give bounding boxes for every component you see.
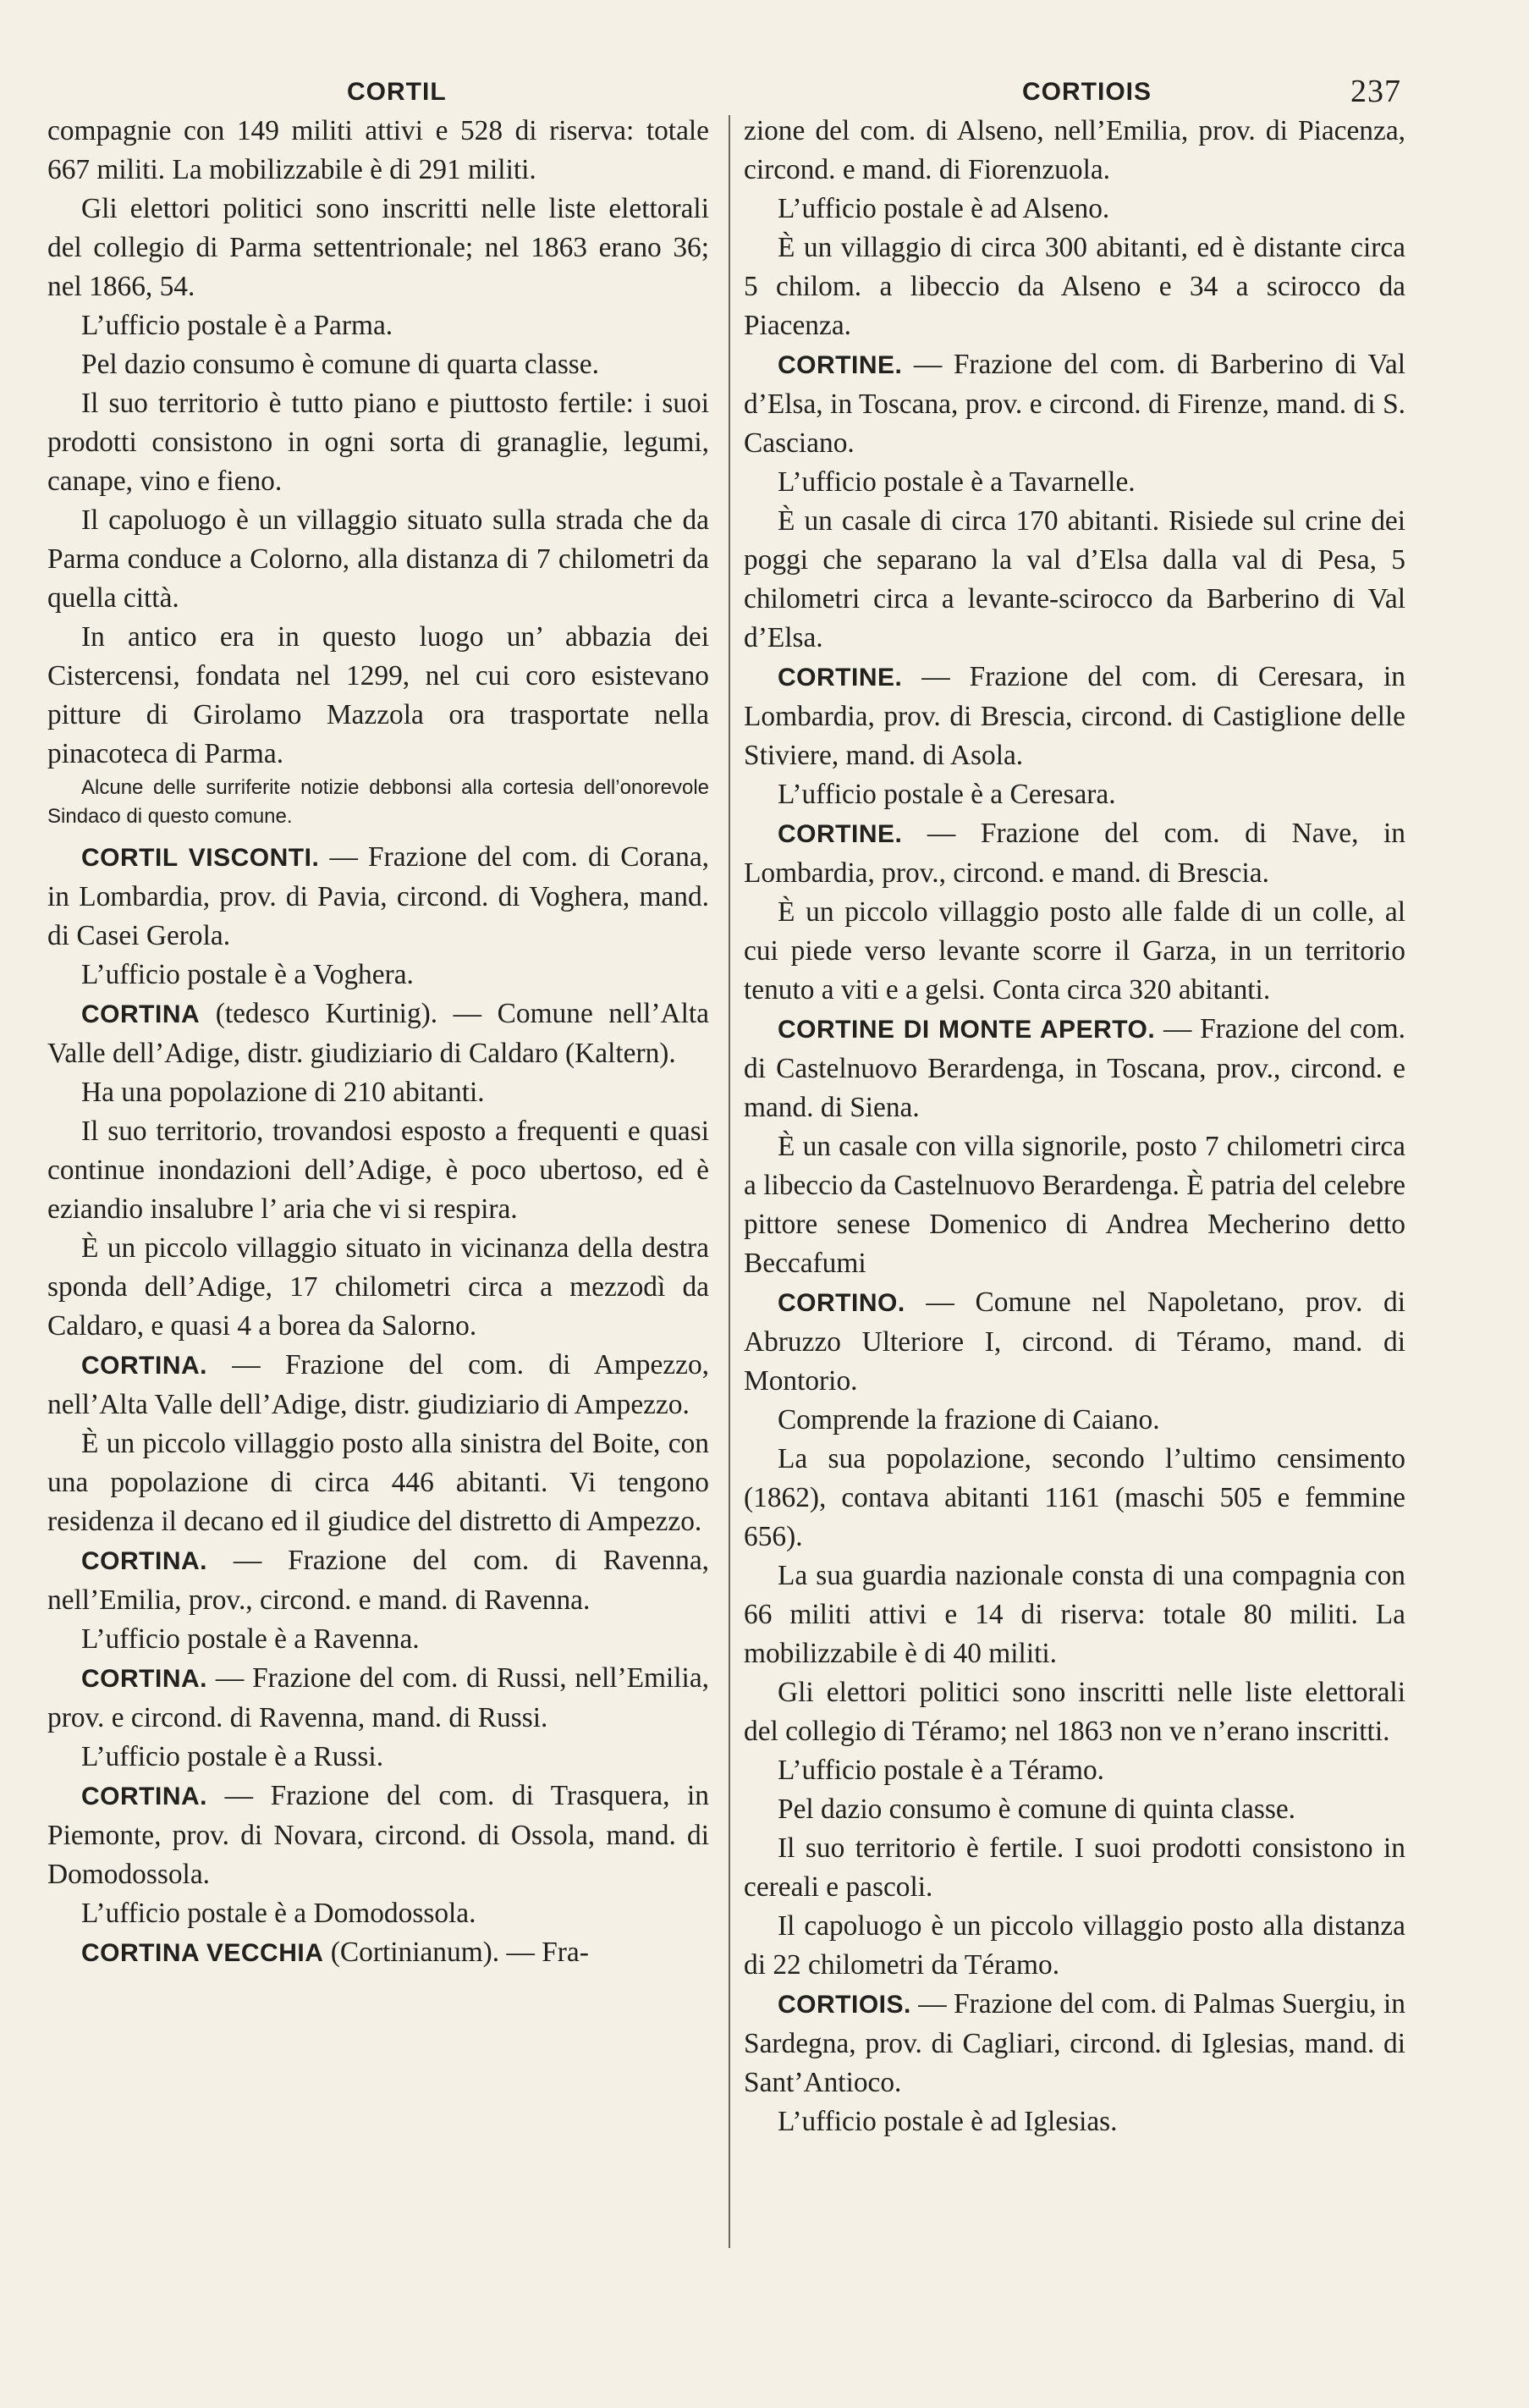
footnote-paragraph: [47, 774, 709, 831]
left-running-head: CORTIL: [347, 78, 447, 106]
entry-text: Il suo territorio è tutto piano e piuttosto fertile: i suoi prodotti consistono in ogni sorta di granaglie, legumi, canape, vino e fieno.: [47, 388, 709, 497]
body-paragraph: [744, 893, 1405, 1010]
body-paragraph: [47, 1894, 709, 1933]
entry-text: — Frazione del com. di Castelnuovo Berardenga, in Toscana, prov., circond. e mand. di Siena.: [744, 1013, 1405, 1123]
body-paragraph: [744, 1790, 1405, 1829]
entry-paragraph: [744, 1985, 1405, 2102]
entry-paragraph: [47, 995, 709, 1073]
entry-text: — Frazione del com. di Ravenna, nell’Emilia, prov., circond. e mand. di Ravenna.: [47, 1545, 709, 1616]
body-paragraph: [47, 1424, 709, 1541]
entry-text: Pel dazio consumo è comune di quarta classe.: [81, 349, 599, 380]
entry-text: È un piccolo villaggio situato in vicinanza della destra sponda dell’Adige, 17 chilometri circa a mezzodì da Caldaro, e quasi 4 a borea da Salorno.: [47, 1232, 709, 1342]
entry-text: È un casale di circa 170 abitanti. Risiede sul crine dei poggi che separano la val d’Elsa dalla val di Pesa, 5 chilometri circa a levante-scirocco da Barberino di Val d’Elsa.: [744, 505, 1405, 653]
entry-headword: CORTINE.: [778, 664, 903, 692]
entry-text: compagnie con 149 militi attivi e 528 di riserva: totale 667 militi. La mobilizzabile è di 291 militi.: [47, 115, 709, 185]
body-paragraph: [744, 112, 1405, 190]
entry-text: L’ufficio postale è a Téramo.: [778, 1755, 1105, 1786]
entry-text: L’ufficio postale è ad Alseno.: [778, 193, 1110, 224]
entry-paragraph: [47, 1346, 709, 1424]
entry-headword: CORTINO.: [778, 1289, 905, 1317]
entry-headword: CORTIL VISCONTI.: [81, 844, 320, 872]
entry-headword: CORTINE.: [778, 351, 903, 379]
entry-text: È un casale con villa signorile, posto 7 chilometri circa a libeccio da Castelnuovo Berardenga. È patria del celebre pittore senese Domenico di Andrea Mecherino detto Beccafumi: [744, 1131, 1405, 1279]
body-paragraph: [744, 1401, 1405, 1440]
body-paragraph: [47, 306, 709, 345]
entry-text: (Cortinianum). — Fra-: [323, 1937, 589, 1968]
entry-headword: CORTINA.: [81, 1547, 207, 1575]
entry-paragraph: [47, 1933, 709, 1973]
entry-text: Il capoluogo è un piccolo villaggio posto alla distanza di 22 chilometri da Téramo.: [744, 1910, 1405, 1981]
body-paragraph: [744, 1829, 1405, 1907]
body-paragraph: [744, 1127, 1405, 1283]
entry-paragraph: [744, 345, 1405, 463]
body-paragraph: [744, 775, 1405, 814]
body-paragraph: [744, 463, 1405, 502]
entry-text: — Frazione del com. di Nave, in Lombardia, prov., circond. e mand. di Brescia.: [744, 818, 1405, 889]
entry-text: Il capoluogo è un villaggio situato sulla strada che da Parma conduce a Colorno, alla distanza di 7 chilometri da quella città.: [47, 504, 709, 614]
body-paragraph: [47, 501, 709, 618]
entry-headword: CORTINA.: [81, 1665, 207, 1693]
entry-text: La sua guardia nazionale consta di una compagnia con 66 militi attivi e 14 di riserva: totale 80 militi. La mobilizzabile è di 40 militi.: [744, 1560, 1405, 1669]
body-paragraph: [47, 190, 709, 306]
entry-headword: CORTINA VECCHIA: [81, 1939, 324, 1967]
entry-text: È un piccolo villaggio posto alla sinistra del Boite, con una popolazione di circa 446 abitanti. Vi tengono residenza il decano ed il giudice del distretto di Ampezzo.: [47, 1428, 709, 1537]
entry-headword: CORTINA.: [81, 1783, 207, 1810]
body-paragraph: [47, 618, 709, 774]
entry-text: La sua popolazione, secondo l’ultimo censimento (1862), contava abitanti 1161 (maschi 505 e femmine 656).: [744, 1443, 1405, 1552]
entry-headword: CORTINA.: [81, 1352, 207, 1380]
right-text-column: [744, 112, 1405, 2141]
entry-paragraph: [47, 1777, 709, 1894]
entry-headword: CORTINE.: [778, 820, 903, 848]
body-paragraph: [744, 1557, 1405, 1673]
entry-text: Il suo territorio, trovandosi esposto a frequenti e quasi continue inondazioni dell’Adige, è poco ubertoso, ed è eziandio insalubre l’ aria che vi si respira.: [47, 1116, 709, 1225]
left-text-column: [47, 112, 709, 1973]
body-paragraph: [744, 1440, 1405, 1557]
entry-text: L’ufficio postale è a Voghera.: [81, 959, 414, 990]
entry-text: Gli elettori politici sono inscritti nelle liste elettorali del collegio di Parma settentrionale; nel 1863 erano 36; nel 1866, 54.: [47, 193, 709, 302]
entry-paragraph: [744, 658, 1405, 775]
entry-text: È un piccolo villaggio posto alle falde di un colle, al cui piede verso levante scorre il Garza, in un territorio tenuto a viti e a gelsi. Conta circa 320 abitanti.: [744, 896, 1405, 1006]
entry-text: L’ufficio postale è a Domodossola.: [81, 1898, 476, 1929]
body-paragraph: [744, 502, 1405, 658]
entry-text: In antico era in questo luogo un’ abbazia dei Cistercensi, fondata nel 1299, nel cui coro esistevano pitture di Girolamo Mazzola ora trasportate nella pinacoteca di Parma.: [47, 621, 709, 769]
entry-text: Il suo territorio è fertile. I suoi prodotti consistono in cereali e pascoli.: [744, 1832, 1405, 1903]
entry-text: — Frazione del com. di Ampezzo, nell’Alta Valle dell’Adige, distr. giudiziario di Ampezzo.: [47, 1349, 709, 1420]
entry-text: Ha una popolazione di 210 abitanti.: [81, 1077, 485, 1108]
body-paragraph: [744, 190, 1405, 229]
body-paragraph: [47, 345, 709, 384]
entry-text: L’ufficio postale è a Ceresara.: [778, 779, 1116, 810]
body-paragraph: [47, 1738, 709, 1777]
entry-headword: CORTIOIS.: [778, 1991, 911, 2019]
entry-paragraph: [47, 1541, 709, 1620]
entry-text: zione del com. di Alseno, nell’Emilia, prov. di Piacenza, circond. e mand. di Fiorenzuola.: [744, 115, 1405, 185]
body-paragraph: [744, 2102, 1405, 2141]
entry-text: — Frazione del com. di Ceresara, in Lombardia, prov. di Brescia, circond. di Castiglione delle Stiviere, mand. di Asola.: [744, 661, 1405, 771]
entry-text: L’ufficio postale è a Parma.: [81, 310, 393, 341]
entry-text: Alcune delle surriferite notizie debbonsi alla cortesia dell’onorevole Sindaco di questo comune.: [47, 776, 709, 828]
body-paragraph: [744, 229, 1405, 345]
entry-text: — Frazione del com. di Palmas Suergiu, in Sardegna, prov. di Cagliari, circond. di Iglesias, mand. di Sant’Antioco.: [744, 1988, 1405, 2098]
page-number: 237: [1350, 74, 1401, 109]
entry-paragraph: [744, 1283, 1405, 1401]
entry-text: È un villaggio di circa 300 abitanti, ed è distante circa 5 chilom. a libeccio da Alseno e 34 a scirocco da Piacenza.: [744, 232, 1405, 341]
body-paragraph: [744, 1907, 1405, 1985]
body-paragraph: [47, 1620, 709, 1659]
entry-text: — Frazione del com. di Russi, nell’Emilia, prov. e circond. di Ravenna, mand. di Russi.: [47, 1662, 709, 1733]
body-paragraph: [47, 112, 709, 190]
right-running-head: CORTIOIS: [1022, 78, 1152, 106]
entry-text: L’ufficio postale è a Ravenna.: [81, 1623, 420, 1655]
body-paragraph: [744, 1751, 1405, 1790]
entry-headword: CORTINE DI MONTE APERTO.: [778, 1016, 1156, 1044]
entry-text: — Comune nel Napoletano, prov. di Abruzzo Ulteriore I, circond. di Téramo, mand. di Montorio.: [744, 1287, 1405, 1397]
entry-paragraph: [744, 814, 1405, 893]
body-paragraph: [47, 384, 709, 501]
entry-paragraph: [47, 838, 709, 956]
entry-text: L’ufficio postale è ad Iglesias.: [778, 2106, 1118, 2137]
entry-text: Pel dazio consumo è comune di quinta classe.: [778, 1794, 1296, 1825]
entry-paragraph: [47, 1659, 709, 1738]
column-divider: [729, 115, 730, 2248]
entry-text: — Frazione del com. di Barberino di Val d’Elsa, in Toscana, prov. e circond. di Firenze, mand. di S. Casciano.: [744, 349, 1405, 459]
body-paragraph: [744, 1673, 1405, 1751]
entry-text: Comprende la frazione di Caiano.: [778, 1404, 1160, 1435]
entry-text: L’ufficio postale è a Russi.: [81, 1741, 384, 1772]
entry-headword: CORTINA: [81, 1000, 201, 1028]
body-paragraph: [47, 1073, 709, 1112]
entry-paragraph: [744, 1010, 1405, 1127]
entry-text: — Frazione del com. di Corana, in Lombardia, prov. di Pavia, circond. di Voghera, mand. di Casei Gerola.: [47, 841, 709, 951]
entry-text: (tedesco Kurtinig). — Comune nell’Alta Valle dell’Adige, distr. giudiziario di Caldaro (Kaltern).: [47, 998, 709, 1069]
body-paragraph: [47, 1229, 709, 1346]
entry-text: — Frazione del com. di Trasquera, in Piemonte, prov. di Novara, circond. di Ossola, mand. di Domodossola.: [47, 1780, 709, 1890]
entry-text: Gli elettori politici sono inscritti nelle liste elettorali del collegio di Téramo; nel 1863 non ve n’erano inscritti.: [744, 1677, 1405, 1747]
entry-text: L’ufficio postale è a Tavarnelle.: [778, 466, 1136, 498]
body-paragraph: [47, 1112, 709, 1229]
body-paragraph: [47, 956, 709, 995]
